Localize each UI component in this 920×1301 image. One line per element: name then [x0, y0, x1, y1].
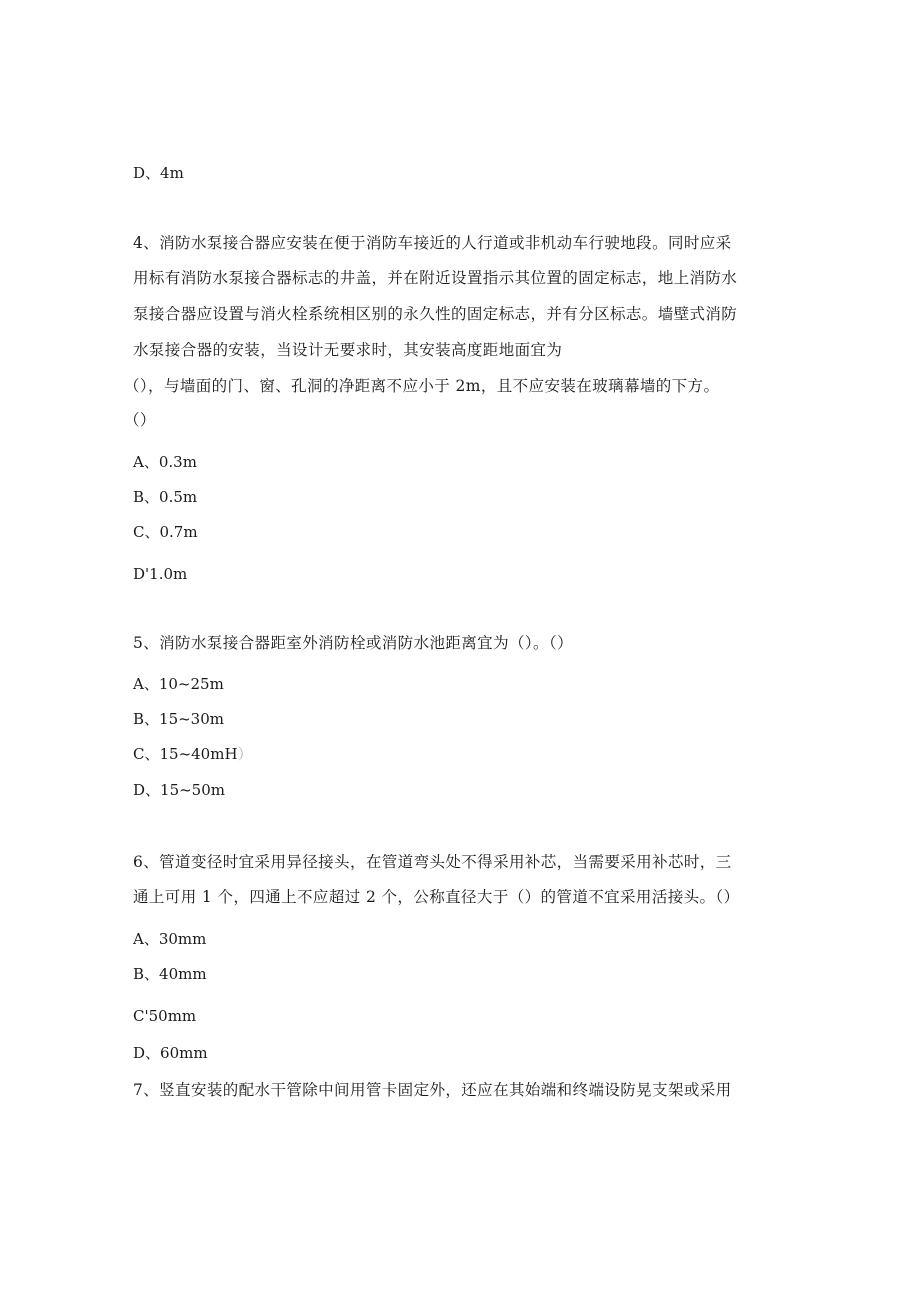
q3-option-d: D、4m: [133, 164, 184, 182]
q6-stem-line-1: 6、管道变径时宜采用异径接头，在管道弯头处不得采用补芯，当需要采用补芯时，三: [133, 853, 732, 871]
q4-option-b: B、0.5m: [133, 488, 198, 506]
q6-stem-line-2: 通上可用 1 个，四通上不应超过 2 个，公称直径大于（）的管道不宜采用活接头。（）: [133, 888, 740, 906]
q5-stem-line-1: 5、消防水泵接合器距室外消防栓或消防水池距离宜为（）。（）: [133, 634, 573, 652]
q4-stem-line-4: 水泵接合器的安装，当设计无要求时，其安装高度距地面宜为: [133, 341, 563, 359]
q5-option-b: B、15~30m: [133, 710, 224, 728]
q4-stem-line-3: 泵接合器应设置与消火栓系统相区别的永久性的固定标志，并有分区标志。墙壁式消防: [133, 305, 738, 323]
q4-stem-line-2: 用标有消防水泵接合器标志的井盖，并在附近设置指示其位置的固定标志，地上消防水: [133, 269, 738, 287]
q4-stem-line-5: （），与墙面的门、窗、孔洞的净距离不应小于 2m，且不应安装在玻璃幕墙的下方。: [124, 377, 720, 395]
q5-option-a: A、10~25m: [133, 675, 224, 693]
q4-stem-line-6: （）: [124, 411, 156, 429]
q7-stem-line-1: 7、竖直安装的配水干管除中间用管卡固定外，还应在其始端和终端设防晃支架或采用: [133, 1081, 732, 1099]
q4-option-c: C、0.7m: [133, 523, 198, 541]
q6-option-b: B、40mm: [133, 965, 207, 983]
q5-option-c-text: C、15~40mH: [133, 745, 238, 763]
q6-option-d: D、60mm: [133, 1044, 208, 1062]
q5-option-c-suffix: ）: [237, 745, 253, 763]
q5-option-d: D、15~50m: [133, 781, 225, 799]
q4-option-a: A、0.3m: [133, 453, 197, 471]
q4-option-d: D'1.0m: [133, 565, 188, 583]
q4-stem-line-1: 4、消防水泵接合器应安装在便于消防车接近的人行道或非机动车行驶地段。同时应采: [133, 234, 732, 252]
q5-option-c: [133, 744, 253, 764]
q6-option-a: A、30mm: [133, 930, 207, 948]
q6-option-c: C'50mm: [133, 1007, 197, 1025]
